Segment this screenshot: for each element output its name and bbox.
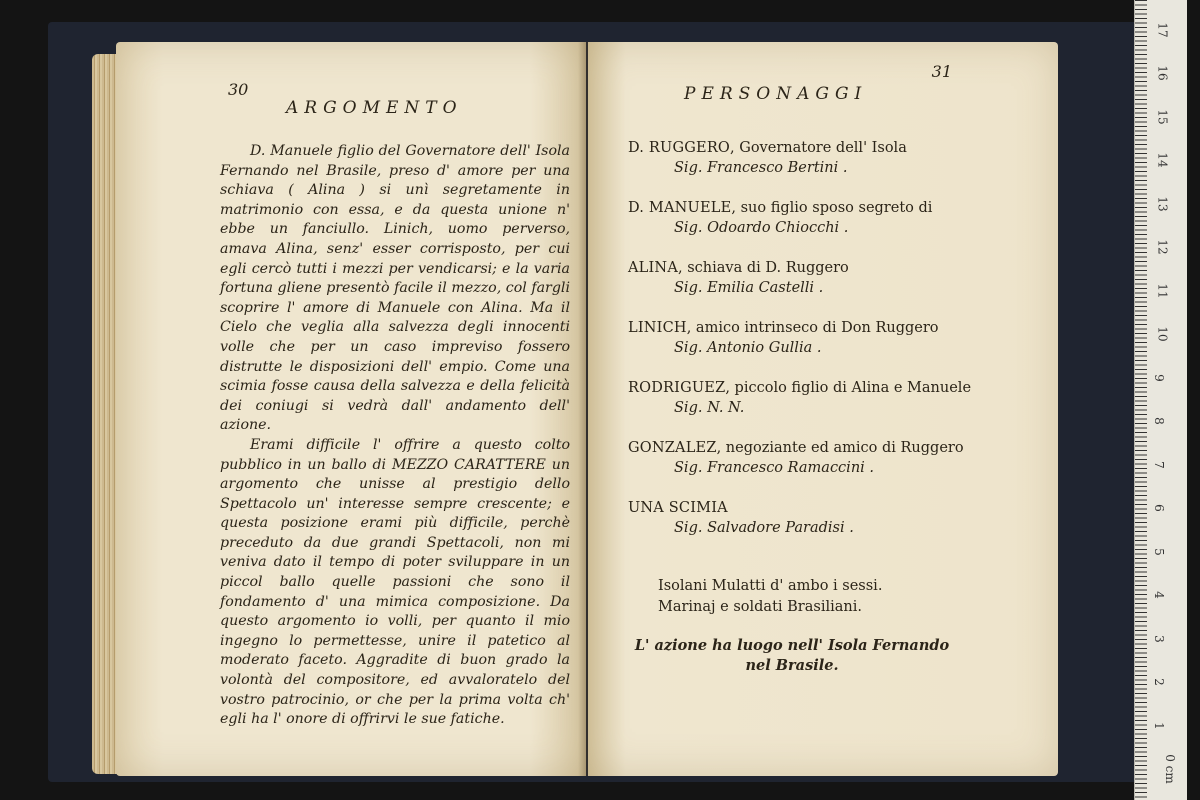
- character-name: RODRIGUEZ: [628, 380, 726, 396]
- ruler-label: 17: [1155, 21, 1170, 38]
- cast-entry: [628, 198, 978, 239]
- character-description: , schiava di D. Ruggero: [678, 260, 849, 276]
- argomento-paragraph: Erami difficile l' offrire a questo colto pubblico in un ballo di MEZZO CARATTERE un argomento che unisse al prestigio dello Spettacolo un' interesse sempre crescente; e questa posizione erami più difficile, perchè preceduto da due grandi Spettacoli, non mi veniva dato il tempo di poter sviluppare in un piccol ballo quelle passioni che sono il fondamento d' una mimica composizione. Da questo argomento io volli, per quanto il mio ingegno lo permettesse, unire il patetico al moderato faceto. Aggradite di buon grado la volontà del compositore, ed avvaloratelo del vostro patrocinio, or che per la prima volta ch' egli ha l' onore di offrirvi le sue fatiche.: [220, 436, 570, 728]
- character-description: , suo figlio sposo segreto di: [731, 200, 933, 216]
- right-page: [588, 42, 1058, 776]
- cast-list: [628, 138, 978, 558]
- ruler-label: 8: [1151, 417, 1166, 425]
- argomento-heading: ARGOMENTO: [286, 98, 463, 118]
- open-book: [92, 34, 1068, 776]
- ruler-label: 7: [1151, 460, 1166, 469]
- ruler-label: 12: [1155, 239, 1170, 255]
- extras-line: Marinaj e soldati Brasiliani.: [658, 599, 862, 615]
- extras-list: [658, 576, 958, 618]
- performer-name: Sig. Antonio Gullia .: [674, 340, 822, 356]
- cast-entry: [628, 438, 978, 479]
- ruler-label: 3: [1151, 634, 1166, 643]
- cast-entry: [628, 498, 978, 539]
- character-name: D. MANUELE: [628, 200, 732, 216]
- ruler-label: 9: [1151, 373, 1166, 382]
- argomento-paragraph: D. Manuele figlio del Governatore dell' Isola Fernando nel Brasile, preso d' amore per una schiava ( Alina ) si unì segretamente in matrimonio con essa, e da questa unione n' ebbe un fanciullo. Linich, uomo perverso, amava Alina, senz' esser corrisposto, per cui egli cercò tutti i mezzi per vendicarsi; e la varia fortuna gliene presentò facile il mezzo, col fargli scoprire l' amore di Manuele con Alina. Ma il Cielo che veglia alla salvezza degli innocenti volle che per un caso impreviso fossero distrutte le disposizioni dell' empio. Come una scimia fosse causa della salvezza e della felicità dei coniugi si vedrà dall' andamento dell' azione.: [220, 143, 570, 434]
- ruler-label: 4: [1151, 591, 1166, 599]
- cast-entry: [628, 378, 978, 419]
- left-page-number: 30: [228, 80, 249, 99]
- ruler-label: 13: [1155, 195, 1170, 212]
- performer-name: Sig. N. N.: [674, 400, 745, 416]
- personaggi-heading: PERSONAGGI: [684, 84, 868, 104]
- cast-entry: [628, 318, 978, 359]
- ruler-ticks: [1135, 0, 1147, 800]
- performer-name: Sig. Francesco Ramaccini .: [674, 460, 875, 476]
- ruler-label: 15: [1155, 108, 1170, 125]
- character-name: ALINA: [628, 260, 678, 276]
- left-page: [116, 42, 586, 776]
- character-name: UNA SCIMIA: [628, 500, 728, 516]
- character-description: , negoziante ed amico di Ruggero: [716, 440, 964, 456]
- ruler-label: 14: [1155, 152, 1170, 168]
- measuring-ruler: [1134, 0, 1187, 800]
- performer-name: Sig. Emilia Castelli .: [674, 280, 824, 296]
- ruler-label: 16: [1155, 65, 1170, 81]
- ruler-label: 2: [1151, 678, 1166, 686]
- scene-setting: L' azione ha luogo nell' Isola Fernando nel Brasile.: [634, 637, 950, 674]
- ruler-label: 11: [1155, 282, 1170, 299]
- ruler-label: 10: [1155, 326, 1170, 342]
- character-name: LINICH: [628, 320, 687, 336]
- ruler-label: 6: [1151, 504, 1166, 512]
- cast-entry: [628, 138, 978, 179]
- character-name: GONZALEZ: [628, 440, 717, 456]
- character-name: D. RUGGERO: [628, 140, 731, 156]
- extras-line: Isolani Mulatti d' ambo i sessi.: [658, 578, 883, 594]
- character-description: , Governatore dell' Isola: [730, 140, 907, 156]
- argomento-text: [220, 142, 570, 730]
- ruler-label: 0 cm: [1162, 754, 1177, 784]
- character-description: , piccolo figlio di Alina e Manuele: [725, 380, 972, 396]
- right-page-number: 31: [931, 62, 952, 81]
- ruler-label: 1: [1151, 721, 1166, 730]
- performer-name: Sig. Salvadore Paradisi .: [674, 520, 854, 536]
- cast-entry: [628, 258, 978, 299]
- character-description: , amico intrinseco di Don Ruggero: [686, 320, 939, 336]
- performer-name: Sig. Francesco Bertini .: [674, 160, 848, 176]
- ruler-label: 5: [1151, 547, 1166, 556]
- performer-name: Sig. Odoardo Chiocchi .: [674, 220, 849, 236]
